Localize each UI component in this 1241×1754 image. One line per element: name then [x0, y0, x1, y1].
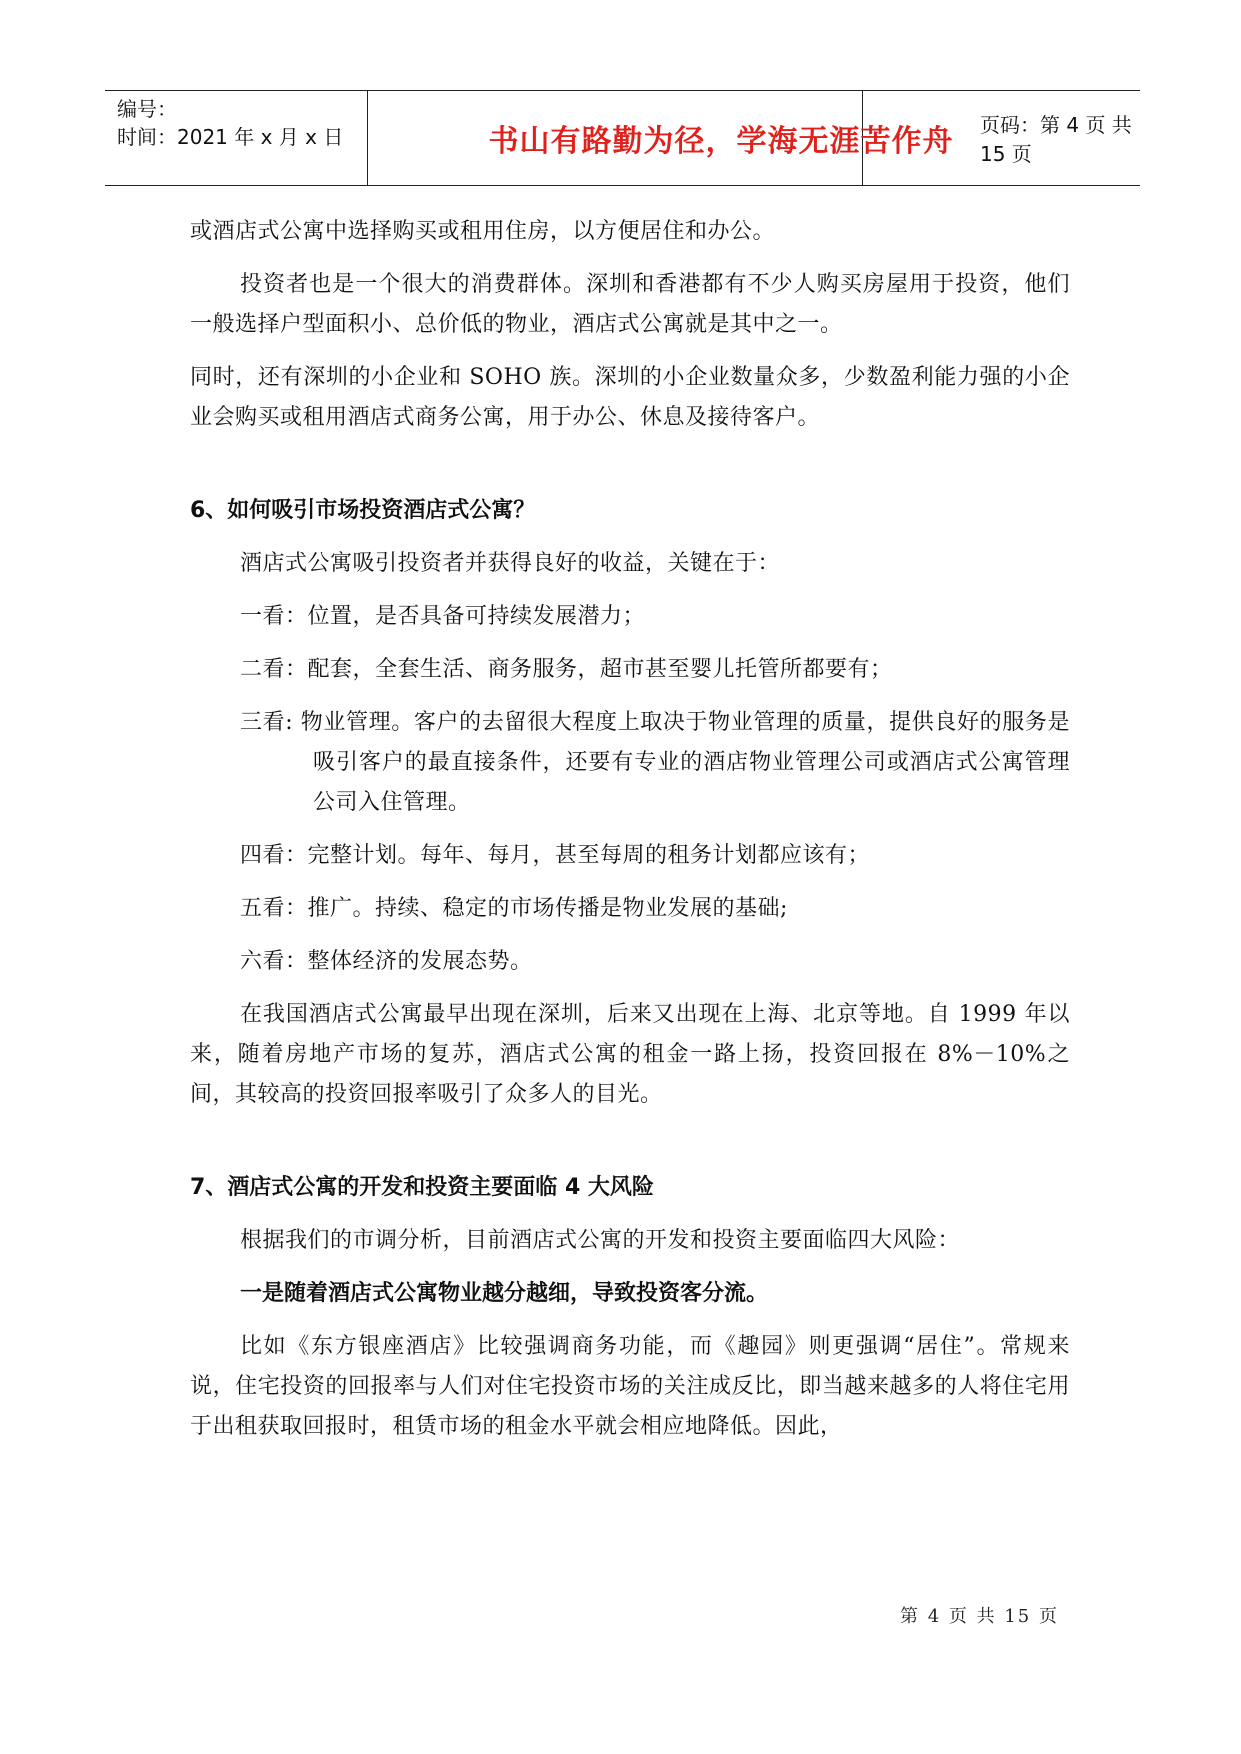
paragraph: 酒店式公寓吸引投资者并获得良好的收益，关键在于： — [240, 551, 781, 576]
section-heading-7: 7、酒店式公寓的开发和投资主要面临 4 大风险 — [190, 1175, 654, 1200]
header-motto: 书山有路勤为径，学海无涯苦作舟 — [488, 124, 954, 159]
header-page-label: 页码：第 4 页 共 15 页 — [980, 113, 1132, 166]
header-meta — [117, 95, 467, 151]
document-body — [190, 212, 1070, 1460]
section-heading-6: 6、如何吸引市场投资酒店式公寓？ — [190, 498, 536, 523]
page-header — [105, 90, 1140, 186]
paragraph: 根据我们的市调分析，目前酒店式公寓的开发和投资主要面临四大风险： — [240, 1228, 961, 1253]
document-number-label: 编号： — [117, 97, 177, 121]
paragraph: 或酒店式公寓中选择购买或租用住房，以方便居住和办公。 — [190, 219, 776, 244]
list-item: 六看：整体经济的发展态势。 — [240, 949, 533, 974]
list-item: 三看: 物业管理。客户的去留很大程度上取决于物业管理的质量，提供良好的服务是吸引客户的最直接条件，还要有专业的酒店物业管理公司或酒店式公寓管理公司入住管理。 — [240, 710, 1070, 815]
paragraph: 比如《东方银座酒店》比较强调商务功能，而《趣园》则更强调“居住”。常规来说，住宅投资的回报率与人们对住宅投资市场的关注成反比，即当越来越多的人将住宅用于出租获取回报时，租赁市场的租金水平就会相应地降低。因此， — [190, 1334, 1070, 1439]
page-footer: 第 4 页 共 15 页 — [900, 1606, 1059, 1627]
paragraph: 投资者也是一个很大的消费群体。深圳和香港都有不少人购买房屋用于投资，他们一般选择户型面积小、总价低的物业，酒店式公寓就是其中之一。 — [190, 272, 1070, 337]
document-time-label: 时间：2021 年 x 月 x 日 — [117, 125, 344, 149]
list-item: 一看：位置，是否具备可持续发展潜力； — [240, 604, 646, 629]
paragraph: 同时，还有深圳的小企业和 SOHO 族。深圳的小企业数量众多，少数盈利能力强的小企业会购买或租用酒店式商务公寓，用于办公、休息及接待客户。 — [190, 365, 1070, 430]
list-item: 五看：推广。持续、稳定的市场传播是物业发展的基础; — [240, 896, 788, 921]
list-item: 二看：配套，全套生活、商务服务，超市甚至婴儿托管所都要有； — [240, 657, 893, 682]
list-item: 四看：完整计划。每年、每月，甚至每周的租务计划都应该有； — [240, 843, 871, 868]
bold-subheading: 一是随着酒店式公寓物业越分越细，导致投资客分流。 — [240, 1281, 769, 1306]
paragraph: 在我国酒店式公寓最早出现在深圳，后来又出现在上海、北京等地。自 1999 年以来，随着房地产市场的复苏，酒店式公寓的租金一路上扬，投资回报在 8%－10%之间，其较高的投资回报率吸引了众多人的目光。 — [190, 1002, 1070, 1107]
